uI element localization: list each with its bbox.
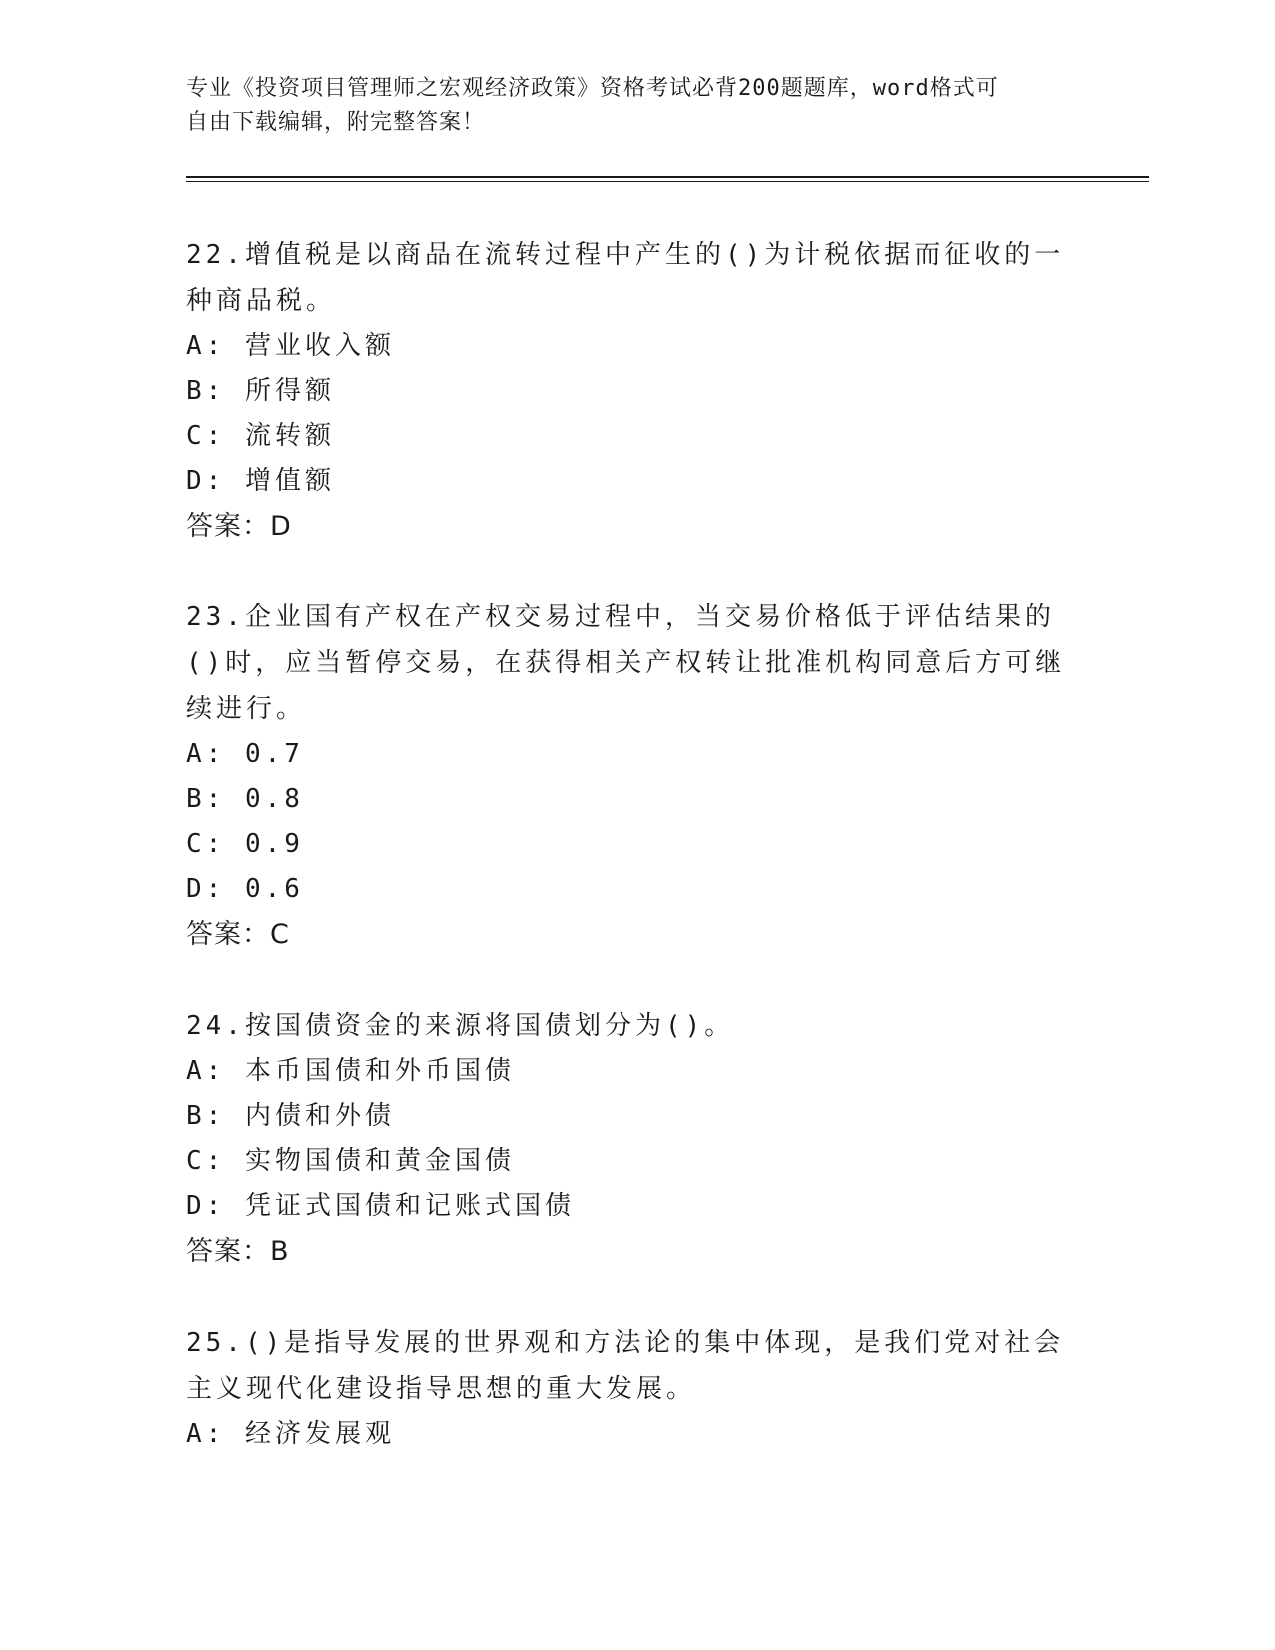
header-line-1: 专业《投资项目管理师之宏观经济政策》资格考试必背200题题库，word格式可 (186, 76, 999, 101)
option-a: A: 经济发展观 (186, 1419, 395, 1449)
question-24 (186, 1003, 1086, 1275)
option-d: D: 凭证式国债和记账式国债 (186, 1191, 575, 1221)
header-line-2: 自由下载编辑，附完整答案！ (186, 110, 486, 135)
document-header (186, 72, 1086, 140)
question-23 (186, 594, 1086, 958)
header-divider-thin (186, 181, 1149, 182)
question-stem: 23.企业国有产权在产权交易过程中，当交易价格低于评估结果的()时，应当暂停交易，在获得相关产权转让批准机构同意后方可继续进行。 (186, 602, 1066, 724)
option-d: D: 0.6 (186, 874, 304, 904)
question-stem: 22.增值税是以商品在流转过程中产生的()为计税依据而征收的一种商品税。 (186, 240, 1065, 316)
question-stem: 25.()是指导发展的世界观和方法论的集中体现，是我们党对社会主义现代化建设指导思想的重大发展。 (186, 1328, 1065, 1404)
option-b: B: 内债和外债 (186, 1101, 395, 1131)
option-b: B: 所得额 (186, 376, 335, 406)
option-d: D: 增值额 (186, 466, 335, 496)
option-a: A: 0.7 (186, 739, 304, 769)
question-stem: 24.按国债资金的来源将国债划分为()。 (186, 1011, 735, 1041)
option-b: B: 0.8 (186, 784, 304, 814)
option-c: C: 流转额 (186, 421, 335, 451)
question-22 (186, 232, 1086, 550)
question-25 (186, 1320, 1086, 1457)
answer: 答案：B (186, 1236, 290, 1267)
option-c: C: 0.9 (186, 829, 304, 859)
answer: 答案：D (186, 511, 292, 542)
answer: 答案：C (186, 919, 290, 950)
option-a: A: 本币国债和外币国债 (186, 1056, 515, 1086)
option-a: A: 营业收入额 (186, 331, 395, 361)
header-divider-thick (186, 176, 1149, 178)
option-c: C: 实物国债和黄金国债 (186, 1146, 515, 1176)
